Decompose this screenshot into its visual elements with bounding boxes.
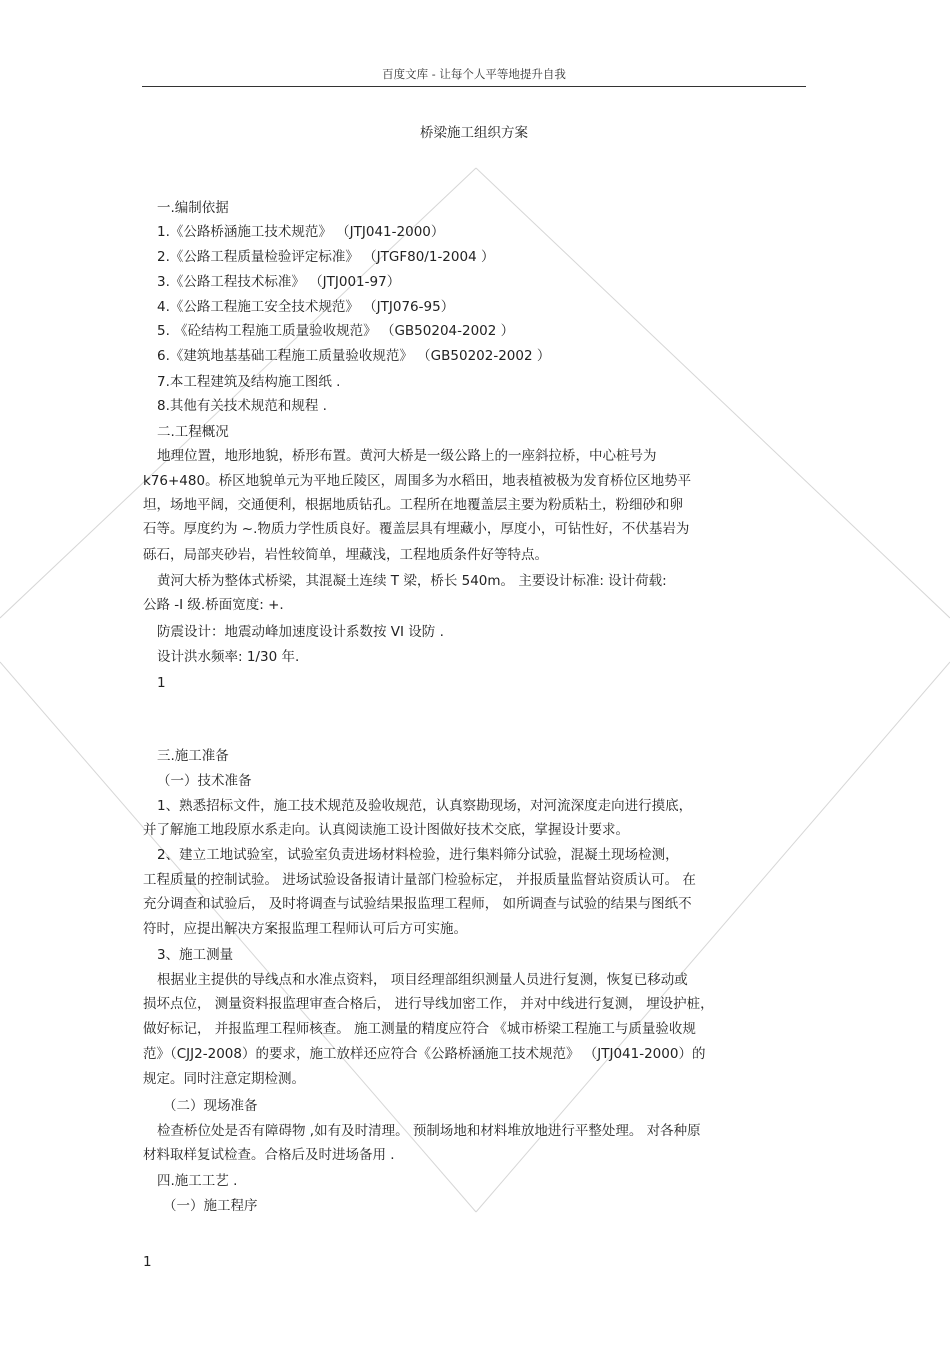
paragraph-line: 材料取样复试检查。合格后及时进场备用 .	[143, 1147, 395, 1163]
paragraph-line: 1、熟悉招标文件，施工技术规范及验收规范，认真察勘现场，对河流深度走向进行摸底，	[157, 798, 693, 814]
paragraph-line: 检查桥位处是否有障碍物 ,如有及时清理。 预制场地和材料堆放地进行平整处理。 对各种原	[157, 1123, 701, 1139]
list-item: 5. 《砼结构工程施工质量验收规范》 （GB50204-2002 ）	[157, 323, 515, 339]
subsection-heading: （一）技术准备	[157, 773, 252, 789]
section-heading: 三.施工准备	[157, 748, 229, 764]
paragraph-line: 充分调查和试验后， 及时将调查与试验结果报监理工程师， 如所调查与试验的结果与图纸不	[143, 896, 692, 912]
list-item: 6.《建筑地基基础工程施工质量验收规范》 （GB50202-2002 ）	[157, 348, 551, 364]
list-item: 1.《公路桥涵施工技术规范》 （JTJ041-2000）	[157, 224, 445, 240]
paragraph-line: 2、建立工地试验室，试验室负责进场材料检验，进行集料筛分试验，混凝土现场检测，	[157, 847, 679, 863]
paragraph-line: 符时，应提出解决方案报监理工程师认可后方可实施。	[143, 921, 467, 937]
subsection-heading: （一）施工程序	[163, 1198, 258, 1214]
paragraph-line: 黄河大桥为整体式桥梁，其混凝土连续 T 梁，桥长 540m。 主要设计标准: 设计荷载:	[157, 573, 667, 589]
paragraph-line: 做好标记， 并报监理工程师核查。 施工测量的精度应符合 《城市桥梁工程施工与质量验收规	[143, 1021, 696, 1037]
paragraph-line: 防震设计：地震动峰加速度设计系数按 VI 设防 .	[157, 624, 444, 640]
subsection-heading: 3、施工测量	[157, 947, 234, 963]
list-item: 3.《公路工程技术标准》 （JTJ001-97）	[157, 274, 401, 290]
paragraph-line: 工程质量的控制试验。 进场试验设备报请计量部门检验标定， 并报质量监督站资质认可。 在	[143, 872, 696, 888]
list-item: 2.《公路工程质量检验评定标准》 （JTGF80/1-2004 ）	[157, 249, 495, 265]
paragraph-line: k76+480。桥区地貌单元为平地丘陵区，周围多为水稻田，地表植被极为发育桥位区地势平	[143, 473, 692, 489]
paragraph-line: 规定。同时注意定期检测。	[143, 1071, 305, 1087]
page-number: 1	[157, 675, 166, 691]
header-divider	[142, 86, 806, 87]
list-item: 4.《公路工程施工安全技术规范》 （JTJ076-95）	[157, 299, 455, 315]
paragraph-line: 砾石，局部夹砂岩，岩性较简单，埋藏浅，工程地质条件好等特点。	[143, 547, 548, 563]
document-title: 桥梁施工组织方案	[420, 125, 528, 141]
list-item: 8.其他有关技术规范和规程 .	[157, 398, 327, 414]
page-number: 1	[143, 1254, 152, 1270]
section-heading: 一.编制依据	[157, 200, 229, 216]
page-header: 百度文库 - 让每个人平等地提升自我	[382, 67, 566, 81]
paragraph-line: 范》（CJJ2-2008）的要求，施工放样还应符合《公路桥涵施工技术规范》 （JTJ041-2000）的	[143, 1046, 706, 1062]
paragraph-line: 损坏点位， 测量资料报监理审查合格后， 进行导线加密工作， 并对中线进行复测， 埋设护桩，	[143, 996, 714, 1012]
paragraph-line: 并了解施工地段原水系走向。认真阅读施工设计图做好技术交底，掌握设计要求。	[143, 822, 629, 838]
section-heading: 四.施工工艺 .	[157, 1173, 238, 1189]
paragraph-line: 设计洪水频率: 1/30 年.	[157, 649, 300, 665]
paragraph-line: 坦，场地平阔，交通便利，根据地质钻孔。工程所在地覆盖层主要为粉质粘土，粉细砂和卵	[143, 497, 683, 513]
paragraph-line: 根据业主提供的导线点和水准点资料， 项目经理部组织测量人员进行复测，恢复已移动或	[157, 972, 688, 988]
paragraph-line: 石等。厚度约为 ~.物质力学性质良好。覆盖层具有埋藏小，厚度小，可钻性好，不伏基岩为	[143, 521, 690, 537]
paragraph-line: 公路 -I 级.桥面宽度: +.	[143, 597, 284, 613]
paragraph-line: 地理位置，地形地貌，桥形布置。黄河大桥是一级公路上的一座斜拉桥，中心桩号为	[157, 448, 657, 464]
subsection-heading: （二）现场准备	[163, 1098, 258, 1114]
section-heading: 二.工程概况	[157, 424, 229, 440]
list-item: 7.本工程建筑及结构施工图纸 .	[157, 374, 341, 390]
